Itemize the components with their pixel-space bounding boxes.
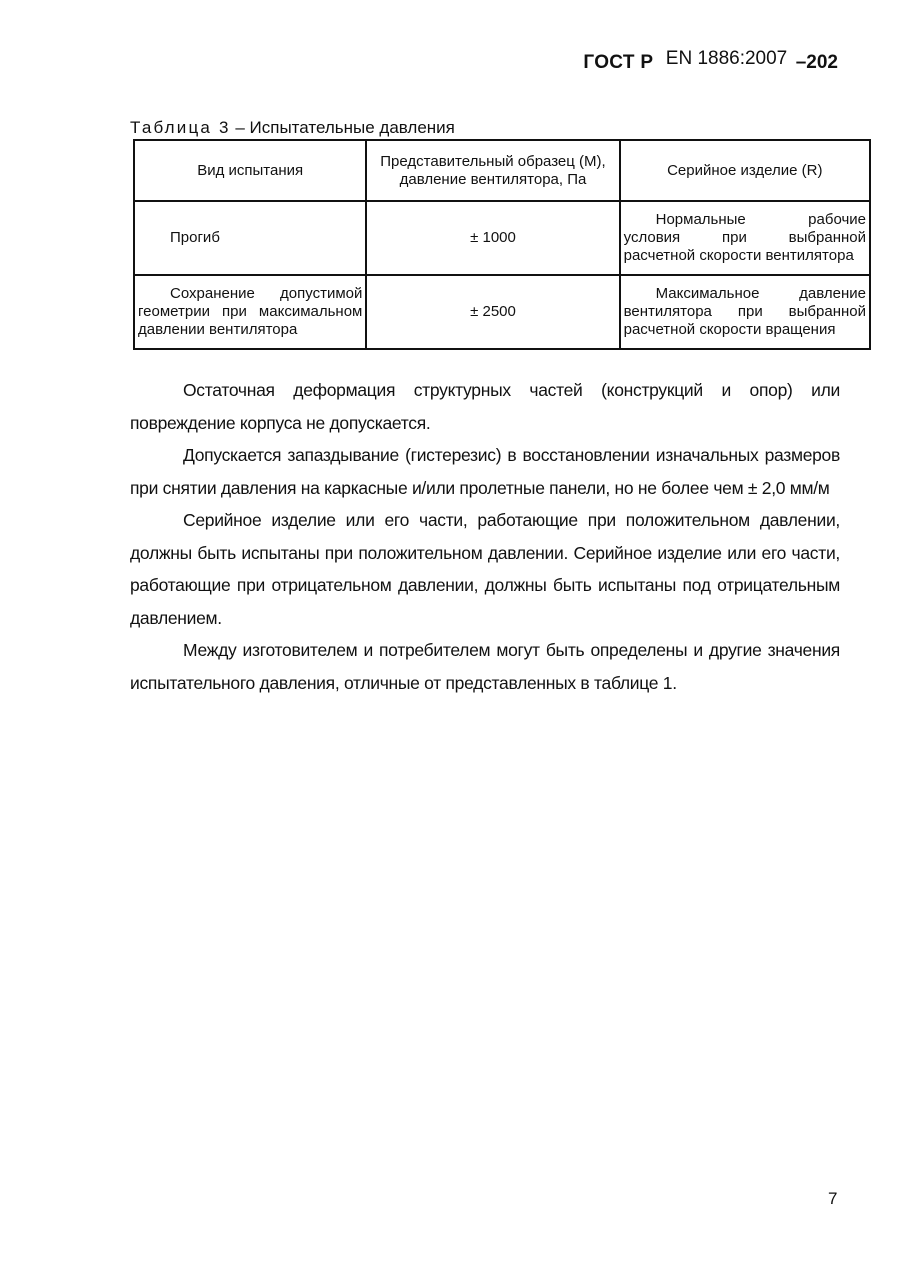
cell-test-type: Сохранение допустимой геометрии при максимальном давлении вентилятора	[134, 275, 366, 349]
table-header-row	[134, 140, 870, 201]
paragraph: Между изготовителем и потребителем могут быть определены и другие значения испытательного давления, отличные от представленных в таблице 1.	[130, 640, 840, 693]
test-pressures-table	[133, 139, 871, 350]
cell-sample-pressure: ± 2500	[366, 275, 619, 349]
cell-serial-product: Нормальные рабочие условия при выбранной расчетной скорости вентилятора	[620, 201, 870, 275]
paragraph: Остаточная деформация структурных частей (конструкций и опор) или повреждение корпуса не допускается.	[130, 380, 840, 433]
paragraph: Серийное изделие или его части, работающие при положительном давлении, должны быть испытаны при положительном давлении. Серийное изделие или его части, работающие при отрицательном давлении, должны быть испытаны под отрицательным давлением.	[130, 510, 840, 628]
table-row	[134, 201, 870, 275]
table-caption	[130, 118, 455, 138]
cell-serial-product: Максимальное давление вентилятора при выбранной расчетной скорости вращения	[620, 275, 870, 349]
cell-sample-pressure: ± 1000	[366, 201, 619, 275]
cell-test-type: Прогиб	[134, 201, 366, 275]
column-header-sample-pressure: Представительный образец (М), давление вентилятора, Па	[366, 140, 619, 201]
column-header-serial-product: Серийное изделие (R)	[620, 140, 870, 201]
paragraph: Допускается запаздывание (гистерезис) в восстановлении изначальных размеров при снятии давления на каркасные и/или пролетные панели, но не более чем ± 2,0 мм/м	[130, 445, 840, 498]
table-row	[134, 275, 870, 349]
column-header-test-type: Вид испытания	[134, 140, 366, 201]
page-header	[583, 48, 838, 74]
body-text	[130, 374, 840, 699]
table-caption-label: Таблица 3	[130, 118, 231, 137]
header-gost: ГОСТ Р	[583, 52, 654, 73]
table-caption-title: – Испытательные давления	[230, 118, 455, 137]
header-suffix: –202	[795, 52, 838, 73]
header-standard-number: EN 1886:2007	[665, 48, 788, 69]
page-number: 7	[828, 1189, 838, 1208]
